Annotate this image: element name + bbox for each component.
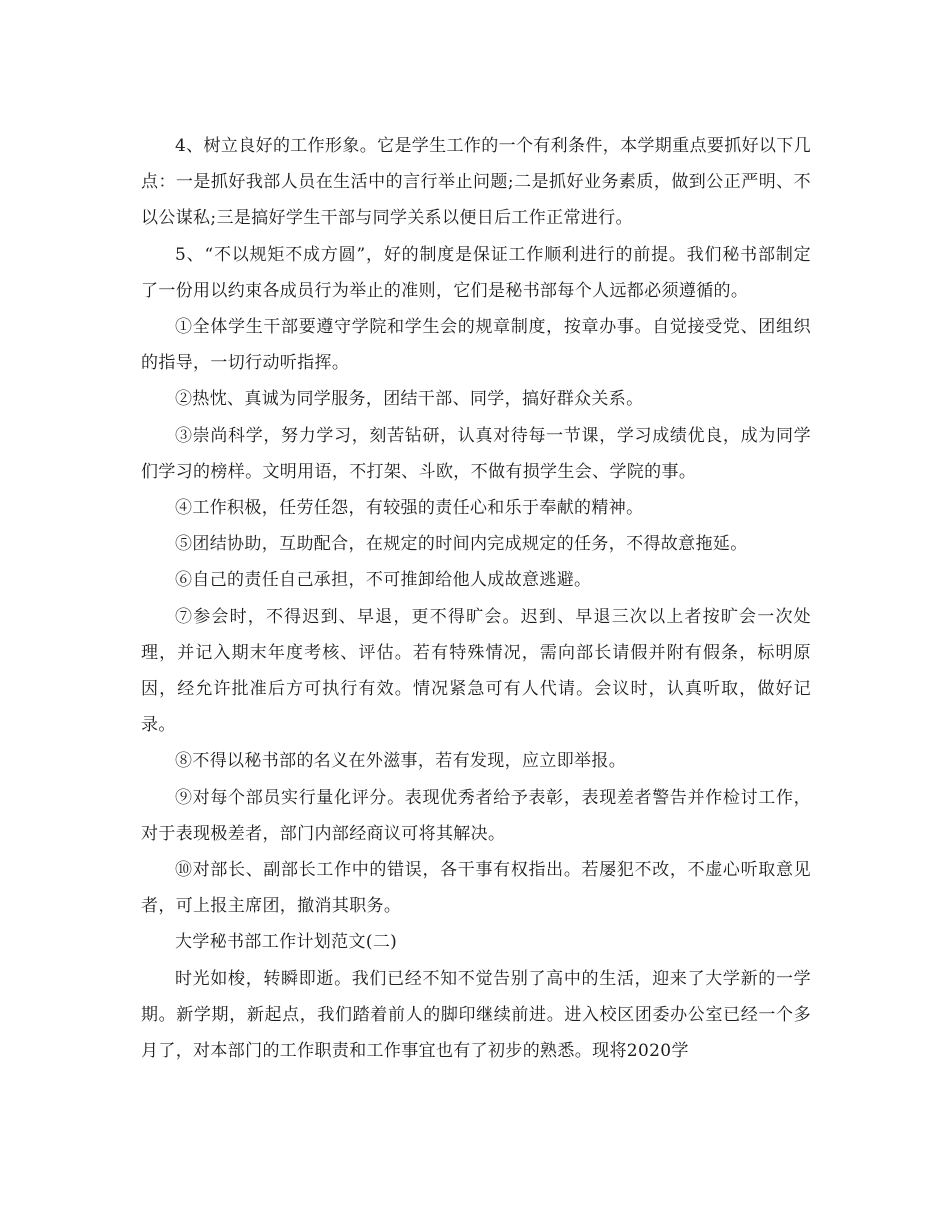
rule-item-6: ⑥自己的责任自己承担，不可推卸给他人成故意逃避。 — [175, 570, 592, 591]
document-body — [141, 128, 811, 1069]
rule-item-3: ③崇尚科学，努力学习，刻苦钻研，认真对待每一节课，学习成绩优良，成为同学们学习的榜样。文明用语，不打架、斗欧，不做有损学生会、学院的事。 — [141, 425, 811, 482]
rule-item-1: ①全体学生干部要遵守学院和学生会的规章制度，按章办事。自觉接受党、团组织的指导，一切行动听指挥。 — [141, 317, 811, 374]
rule-item-5: ⑤团结协助，互助配合，在规定的时间内完成规定的任务，不得故意拖延。 — [175, 534, 748, 555]
rule-item-8: ⑧不得以秘书部的名义在外滋事，若有发现，应立即举报。 — [175, 751, 627, 772]
rule-item-4: ④工作积极，任劳任怨，有较强的责任心和乐于奉献的精神。 — [175, 498, 644, 519]
rule-item-7: ⑦参会时，不得迟到、早退，更不得旷会。迟到、早退三次以上者按旷会一次处理，并记入期末年度考核、评估。若有特殊情况，需向部长请假并附有假条，标明原因，经允许批准后方可执行有效。情况紧急可有人代请。会议时，认真听取，做好记录。 — [141, 606, 811, 736]
rule-item-10: ⑩对部长、副部长工作中的错误，各干事有权指出。若屡犯不改，不虚心听取意见者，可上报主席团，撤消其职务。 — [141, 860, 811, 917]
rule-item-2: ②热忱、真诚为同学服务，团结干部、同学，搞好群众关系。 — [175, 389, 644, 410]
paragraph-work-image: 4、树立良好的工作形象。它是学生工作的一个有利条件，本学期重点要抓好以下几点：一是抓好我部人员在生活中的言行举止问题;二是抓好业务素质，做到公正严明、不以公谋私;三是搞好学生干部与同学关系以便日后工作正常进行。 — [141, 136, 811, 229]
section-heading: 大学秘书部工作计划范文(二) — [175, 932, 398, 953]
paragraph-second-plan: 时光如梭，转瞬即逝。我们已经不知不觉告别了高中的生活，迎来了大学新的一学期。新学期，新起点，我们踏着前人的脚印继续前进。进入校区团委办公室已经一个多月了，对本部门的工作职责和工作事宜也有了初步的熟悉。现将2020学 — [141, 968, 811, 1062]
paragraph-rules-intro: 5、“不以规矩不成方圆”，好的制度是保证工作顺利进行的前提。我们秘书部制定了一份用以约束各成员行为举止的准则，它们是秘书部每个人远都必须遵循的。 — [141, 244, 811, 301]
rule-item-9: ⑨对每个部员实行量化评分。表现优秀者给予表彰，表现差者警告并作检讨工作，对于表现极差者，部门内部经商议可将其解决。 — [141, 787, 811, 844]
